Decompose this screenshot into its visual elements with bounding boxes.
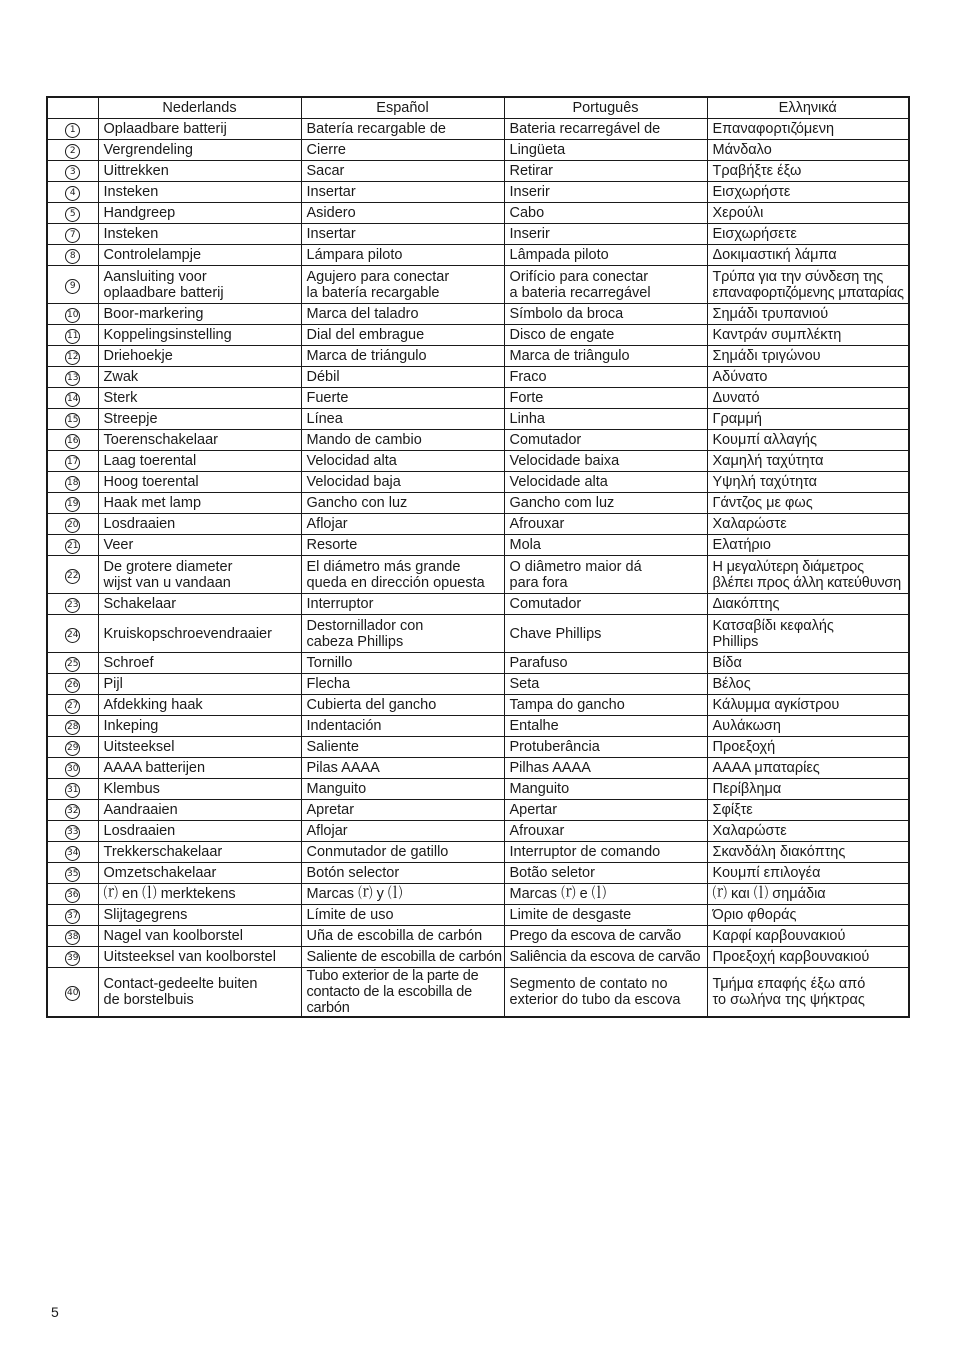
cell-dutch: ⒭ en ⒧ merktekens xyxy=(98,884,301,905)
table-row xyxy=(47,716,909,737)
cell-portuguese: Gancho com luz xyxy=(504,493,707,514)
item-number xyxy=(47,535,98,556)
cell-portuguese: Tampa do gancho xyxy=(504,695,707,716)
header-number xyxy=(47,97,98,119)
header-spanish: Español xyxy=(301,97,504,119)
cell-spanish: El diámetro más grande queda en dirección opuesta xyxy=(301,556,504,594)
item-number xyxy=(47,140,98,161)
item-number xyxy=(47,430,98,451)
circled-number: 31 xyxy=(65,783,80,798)
cell-spanish: Manguito xyxy=(301,779,504,800)
table-row xyxy=(47,968,909,1018)
table-row xyxy=(47,493,909,514)
item-number xyxy=(47,968,98,1018)
table-row xyxy=(47,430,909,451)
cell-portuguese: Lingüeta xyxy=(504,140,707,161)
cell-spanish: Agujero para conectar la batería recargable xyxy=(301,266,504,304)
item-number xyxy=(47,758,98,779)
cell-dutch: Kruiskopschroevendraaier xyxy=(98,615,301,653)
cell-portuguese: Segmento de contato no exterior do tubo da escova xyxy=(504,968,707,1018)
circled-number: 35 xyxy=(65,867,80,882)
circled-number: 27 xyxy=(65,699,80,714)
circled-number: 30 xyxy=(65,762,80,777)
cell-portuguese: Limite de desgaste xyxy=(504,905,707,926)
cell-dutch: Oplaadbare batterij xyxy=(98,119,301,140)
cell-spanish: Flecha xyxy=(301,674,504,695)
cell-portuguese: Saliência da escova de carvão xyxy=(504,947,707,968)
cell-greek: Χαμηλή ταχύτητα xyxy=(707,451,909,472)
item-number xyxy=(47,325,98,346)
table-row xyxy=(47,653,909,674)
item-number xyxy=(47,409,98,430)
cell-dutch: Uitsteeksel van koolborstel xyxy=(98,947,301,968)
table-body xyxy=(47,119,909,1018)
cell-dutch: Contact-gedeelte buiten de borstelbuis xyxy=(98,968,301,1018)
table-row xyxy=(47,472,909,493)
cell-greek: Δυνατό xyxy=(707,388,909,409)
table-row xyxy=(47,535,909,556)
table-row xyxy=(47,800,909,821)
item-number xyxy=(47,716,98,737)
circled-number: 16 xyxy=(65,434,80,449)
cell-dutch: Nagel van koolborstel xyxy=(98,926,301,947)
cell-dutch: Veer xyxy=(98,535,301,556)
cell-dutch: Afdekking haak xyxy=(98,695,301,716)
cell-portuguese: Orifício para conectar a bateria recarregável xyxy=(504,266,707,304)
table-row xyxy=(47,161,909,182)
cell-dutch: Boor-markering xyxy=(98,304,301,325)
circled-number: 23 xyxy=(65,598,80,613)
cell-portuguese: Chave Phillips xyxy=(504,615,707,653)
cell-greek: Κάλυμμα αγκίστρου xyxy=(707,695,909,716)
circled-number: 28 xyxy=(65,720,80,735)
cell-portuguese: Forte xyxy=(504,388,707,409)
cell-greek: Ελατήριο xyxy=(707,535,909,556)
cell-spanish: Botón selector xyxy=(301,863,504,884)
header-dutch: Nederlands xyxy=(98,97,301,119)
cell-spanish: Gancho con luz xyxy=(301,493,504,514)
circled-number: 13 xyxy=(65,371,80,386)
cell-portuguese: Entalhe xyxy=(504,716,707,737)
cell-greek: Η μεγαλύτερη διάμετρος βλέπει προς άλλη κατεύθυνση xyxy=(707,556,909,594)
table-row xyxy=(47,947,909,968)
table-row xyxy=(47,325,909,346)
cell-greek: Βέλος xyxy=(707,674,909,695)
cell-greek: Προεξοχή καρβουνακιού xyxy=(707,947,909,968)
circled-number: 29 xyxy=(65,741,80,756)
cell-greek: Κατσαβίδι κεφαλής Phillips xyxy=(707,615,909,653)
circled-number: 25 xyxy=(65,657,80,672)
cell-portuguese: Símbolo da broca xyxy=(504,304,707,325)
cell-dutch: Laag toerental xyxy=(98,451,301,472)
cell-spanish: Débil xyxy=(301,367,504,388)
parts-translation-table xyxy=(46,96,910,1018)
cell-spanish: Uña de escobilla de carbón xyxy=(301,926,504,947)
cell-dutch: Uitsteeksel xyxy=(98,737,301,758)
cell-spanish: Interruptor xyxy=(301,594,504,615)
cell-greek: Σκανδάλη διακόπτης xyxy=(707,842,909,863)
table-row xyxy=(47,245,909,266)
cell-dutch: Pijl xyxy=(98,674,301,695)
cell-portuguese: Fraco xyxy=(504,367,707,388)
cell-spanish: Aflojar xyxy=(301,514,504,535)
cell-greek: Καρφί καρβουνακιού xyxy=(707,926,909,947)
table-row xyxy=(47,905,909,926)
circled-number: 40 xyxy=(65,986,80,1001)
table-row xyxy=(47,224,909,245)
cell-spanish: Pilas AAAA xyxy=(301,758,504,779)
cell-spanish: Sacar xyxy=(301,161,504,182)
cell-spanish: Asidero xyxy=(301,203,504,224)
cell-portuguese: Seta xyxy=(504,674,707,695)
cell-dutch: Vergrendeling xyxy=(98,140,301,161)
cell-portuguese: Disco de engate xyxy=(504,325,707,346)
item-number xyxy=(47,674,98,695)
item-number xyxy=(47,737,98,758)
cell-dutch: Schroef xyxy=(98,653,301,674)
circled-number: 9 xyxy=(65,279,80,294)
cell-spanish: Insertar xyxy=(301,182,504,203)
table-row xyxy=(47,388,909,409)
circled-number: 18 xyxy=(65,476,80,491)
item-number xyxy=(47,821,98,842)
circled-number: 36 xyxy=(65,888,80,903)
cell-spanish: Cubierta del gancho xyxy=(301,695,504,716)
circled-number: 2 xyxy=(65,144,80,159)
cell-greek: Καντράν συμπλέκτη xyxy=(707,325,909,346)
circled-number: 1 xyxy=(65,123,80,138)
item-number xyxy=(47,203,98,224)
cell-greek: ⒭ και ⒧ σημάδια xyxy=(707,884,909,905)
circled-number: 24 xyxy=(65,628,80,643)
cell-greek: Γάντζος με φως xyxy=(707,493,909,514)
cell-spanish: Marca de triángulo xyxy=(301,346,504,367)
cell-greek: Κουμπί αλλαγής xyxy=(707,430,909,451)
cell-dutch: Inkeping xyxy=(98,716,301,737)
cell-greek: Χαλαρώστε xyxy=(707,821,909,842)
cell-spanish: Velocidad baja xyxy=(301,472,504,493)
cell-spanish: Insertar xyxy=(301,224,504,245)
item-number xyxy=(47,884,98,905)
item-number xyxy=(47,182,98,203)
item-number xyxy=(47,905,98,926)
cell-spanish: Batería recargable de xyxy=(301,119,504,140)
cell-spanish: Aflojar xyxy=(301,821,504,842)
cell-spanish: Marcas ⒭ y ⒧ xyxy=(301,884,504,905)
item-number xyxy=(47,451,98,472)
item-number xyxy=(47,224,98,245)
cell-dutch: Koppelingsinstelling xyxy=(98,325,301,346)
table-row xyxy=(47,737,909,758)
table-row xyxy=(47,346,909,367)
table-row xyxy=(47,842,909,863)
item-number xyxy=(47,653,98,674)
cell-spanish: Saliente de escobilla de carbón xyxy=(301,947,504,968)
circled-number: 19 xyxy=(65,497,80,512)
header-portuguese: Português xyxy=(504,97,707,119)
cell-portuguese: Cabo xyxy=(504,203,707,224)
cell-portuguese: Lâmpada piloto xyxy=(504,245,707,266)
cell-greek: Όριο φθοράς xyxy=(707,905,909,926)
cell-spanish: Tubo exterior de la parte de contacto de la escobilla de carbón xyxy=(301,968,504,1018)
cell-spanish: Fuerte xyxy=(301,388,504,409)
cell-greek: Μάνδαλο xyxy=(707,140,909,161)
cell-greek: Κουμπί επιλογέα xyxy=(707,863,909,884)
cell-greek: Τρύπα για την σύνδεση της επαναφορτιζόμενης μπαταρίας xyxy=(707,266,909,304)
cell-dutch: Klembus xyxy=(98,779,301,800)
cell-portuguese: Protuberância xyxy=(504,737,707,758)
item-number xyxy=(47,594,98,615)
cell-dutch: Haak met lamp xyxy=(98,493,301,514)
table-row xyxy=(47,119,909,140)
cell-spanish: Dial del embrague xyxy=(301,325,504,346)
circled-number: 7 xyxy=(65,228,80,243)
table-row xyxy=(47,514,909,535)
item-number xyxy=(47,472,98,493)
circled-number: 12 xyxy=(65,350,80,365)
circled-number: 26 xyxy=(65,678,80,693)
cell-greek: ΑΑΑΑ μπαταρίες xyxy=(707,758,909,779)
cell-dutch: Streepje xyxy=(98,409,301,430)
cell-greek: Αυλάκωση xyxy=(707,716,909,737)
circled-number: 34 xyxy=(65,846,80,861)
item-number xyxy=(47,842,98,863)
cell-dutch: Controlelampje xyxy=(98,245,301,266)
circled-number: 17 xyxy=(65,455,80,470)
circled-number: 14 xyxy=(65,392,80,407)
cell-greek: Δοκιμαστική λάμπα xyxy=(707,245,909,266)
item-number xyxy=(47,556,98,594)
table-row xyxy=(47,367,909,388)
cell-portuguese: O diâmetro maior dá para fora xyxy=(504,556,707,594)
circled-number: 8 xyxy=(65,249,80,264)
cell-portuguese: Bateria recarregável de xyxy=(504,119,707,140)
page-number: 5 xyxy=(51,1304,59,1320)
circled-number: 3 xyxy=(65,165,80,180)
cell-spanish: Indentación xyxy=(301,716,504,737)
circled-number: 20 xyxy=(65,518,80,533)
cell-dutch: Losdraaien xyxy=(98,514,301,535)
cell-portuguese: Inserir xyxy=(504,224,707,245)
cell-greek: Βίδα xyxy=(707,653,909,674)
circled-number: 11 xyxy=(65,329,80,344)
cell-portuguese: Pilhas AAAA xyxy=(504,758,707,779)
item-number xyxy=(47,514,98,535)
cell-greek: Εισχωρήστε xyxy=(707,182,909,203)
table-row xyxy=(47,884,909,905)
cell-dutch: Handgreep xyxy=(98,203,301,224)
cell-greek: Επαναφορτιζόμενη xyxy=(707,119,909,140)
circled-number: 10 xyxy=(65,308,80,323)
item-number xyxy=(47,119,98,140)
item-number xyxy=(47,695,98,716)
cell-portuguese: Mola xyxy=(504,535,707,556)
cell-portuguese: Inserir xyxy=(504,182,707,203)
item-number xyxy=(47,779,98,800)
cell-dutch: Losdraaien xyxy=(98,821,301,842)
cell-portuguese: Prego da escova de carvão xyxy=(504,926,707,947)
cell-portuguese: Marcas ⒭ e ⒧ xyxy=(504,884,707,905)
cell-greek: Υψηλή ταχύτητα xyxy=(707,472,909,493)
item-number xyxy=(47,388,98,409)
circled-number: 5 xyxy=(65,207,80,222)
cell-spanish: Conmutador de gatillo xyxy=(301,842,504,863)
cell-portuguese: Botão seletor xyxy=(504,863,707,884)
cell-spanish: Tornillo xyxy=(301,653,504,674)
circled-number: 38 xyxy=(65,930,80,945)
cell-dutch: Zwak xyxy=(98,367,301,388)
circled-number: 4 xyxy=(65,186,80,201)
table-row xyxy=(47,203,909,224)
cell-dutch: Trekkerschakelaar xyxy=(98,842,301,863)
table-row xyxy=(47,674,909,695)
cell-dutch: Aandraaien xyxy=(98,800,301,821)
table-row xyxy=(47,140,909,161)
table-row xyxy=(47,821,909,842)
cell-portuguese: Comutador xyxy=(504,594,707,615)
cell-spanish: Saliente xyxy=(301,737,504,758)
circled-number: 39 xyxy=(65,951,80,966)
table-row xyxy=(47,926,909,947)
item-number xyxy=(47,245,98,266)
cell-spanish: Apretar xyxy=(301,800,504,821)
circled-number: 22 xyxy=(65,569,80,584)
cell-greek: Σημάδι τριγώνου xyxy=(707,346,909,367)
circled-number: 21 xyxy=(65,539,80,554)
cell-spanish: Lámpara piloto xyxy=(301,245,504,266)
cell-greek: Γραμμή xyxy=(707,409,909,430)
cell-spanish: Destornillador con cabeza Phillips xyxy=(301,615,504,653)
cell-portuguese: Apertar xyxy=(504,800,707,821)
item-number xyxy=(47,346,98,367)
cell-dutch: Insteken xyxy=(98,224,301,245)
table-row xyxy=(47,304,909,325)
item-number xyxy=(47,615,98,653)
cell-portuguese: Velocidade alta xyxy=(504,472,707,493)
cell-greek: Διακόπτης xyxy=(707,594,909,615)
cell-greek: Αδύνατο xyxy=(707,367,909,388)
item-number xyxy=(47,863,98,884)
item-number xyxy=(47,800,98,821)
cell-portuguese: Retirar xyxy=(504,161,707,182)
table-row xyxy=(47,779,909,800)
cell-greek: Εισχωρήσετε xyxy=(707,224,909,245)
cell-spanish: Límite de uso xyxy=(301,905,504,926)
cell-dutch: Driehoekje xyxy=(98,346,301,367)
cell-greek: Σημάδι τρυπανιού xyxy=(707,304,909,325)
item-number xyxy=(47,493,98,514)
table-row xyxy=(47,615,909,653)
table-row xyxy=(47,556,909,594)
table-row xyxy=(47,266,909,304)
table-row xyxy=(47,758,909,779)
cell-portuguese: Parafuso xyxy=(504,653,707,674)
cell-dutch: Insteken xyxy=(98,182,301,203)
cell-greek: Χαλαρώστε xyxy=(707,514,909,535)
cell-spanish: Resorte xyxy=(301,535,504,556)
item-number xyxy=(47,304,98,325)
table-row xyxy=(47,451,909,472)
table-row xyxy=(47,594,909,615)
table-row xyxy=(47,409,909,430)
table-row xyxy=(47,695,909,716)
table-row xyxy=(47,863,909,884)
item-number xyxy=(47,161,98,182)
cell-dutch: De grotere diameter wijst van u vandaan xyxy=(98,556,301,594)
cell-spanish: Línea xyxy=(301,409,504,430)
item-number xyxy=(47,947,98,968)
cell-greek: Περίβλημα xyxy=(707,779,909,800)
circled-number: 15 xyxy=(65,413,80,428)
cell-dutch: Toerenschakelaar xyxy=(98,430,301,451)
circled-number: 37 xyxy=(65,909,80,924)
cell-portuguese: Afrouxar xyxy=(504,821,707,842)
cell-dutch: Aansluiting voor oplaadbare batterij xyxy=(98,266,301,304)
cell-portuguese: Manguito xyxy=(504,779,707,800)
cell-spanish: Cierre xyxy=(301,140,504,161)
item-number xyxy=(47,367,98,388)
cell-spanish: Marca del taladro xyxy=(301,304,504,325)
cell-portuguese: Marca de triângulo xyxy=(504,346,707,367)
circled-number: 32 xyxy=(65,804,80,819)
cell-greek: Προεξοχή xyxy=(707,737,909,758)
cell-dutch: Omzetschakelaar xyxy=(98,863,301,884)
cell-dutch: Schakelaar xyxy=(98,594,301,615)
cell-portuguese: Velocidade baixa xyxy=(504,451,707,472)
cell-dutch: Slijtagegrens xyxy=(98,905,301,926)
circled-number: 33 xyxy=(65,825,80,840)
cell-greek: Τραβήξτε έξω xyxy=(707,161,909,182)
cell-portuguese: Afrouxar xyxy=(504,514,707,535)
item-number xyxy=(47,266,98,304)
cell-greek: Χερούλι xyxy=(707,203,909,224)
cell-portuguese: Comutador xyxy=(504,430,707,451)
cell-spanish: Velocidad alta xyxy=(301,451,504,472)
cell-dutch: AAAA batterijen xyxy=(98,758,301,779)
cell-dutch: Sterk xyxy=(98,388,301,409)
cell-portuguese: Interruptor de comando xyxy=(504,842,707,863)
cell-greek: Σφίξτε xyxy=(707,800,909,821)
cell-greek: Τμήμα επαφής έξω από το σωλήνα της ψήκτρας xyxy=(707,968,909,1018)
cell-dutch: Uittrekken xyxy=(98,161,301,182)
cell-dutch: Hoog toerental xyxy=(98,472,301,493)
table-header-row xyxy=(47,97,909,119)
item-number xyxy=(47,926,98,947)
header-greek: Ελληνικά xyxy=(707,97,909,119)
cell-spanish: Mando de cambio xyxy=(301,430,504,451)
cell-portuguese: Linha xyxy=(504,409,707,430)
table-row xyxy=(47,182,909,203)
